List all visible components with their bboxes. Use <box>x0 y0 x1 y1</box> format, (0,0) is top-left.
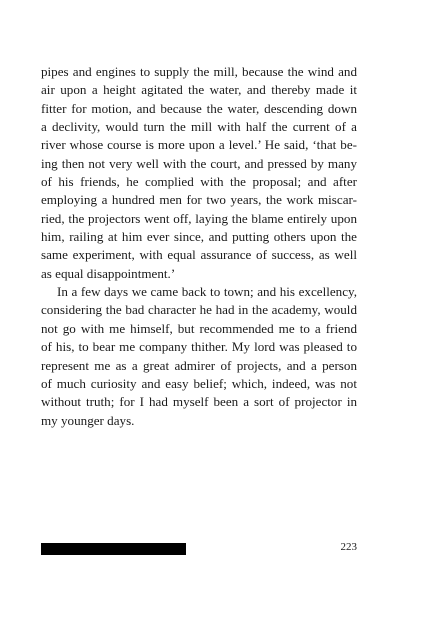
body-text <box>41 63 357 430</box>
text-line: ing then not very well with the court, and pressed by many <box>41 155 357 171</box>
text-line: fitter for motion, and because the water, descending down <box>41 100 357 116</box>
text-line: without truth; for I had myself been a sort of projector in <box>41 394 357 410</box>
text-line: not go with me himself, but recommended me to a friend <box>41 320 357 336</box>
text-line: pipes and engines to supply the mill, because the wind and <box>41 64 357 79</box>
text-line: In a few days we came back to town; and his excellency, <box>57 284 357 300</box>
text-line: him, railing at him ever since, and putting others upon the <box>41 229 357 245</box>
text-line: a declivity, would turn the mill with half the current of a <box>41 119 357 135</box>
text-line: air upon a height agitated the water, and thereby made it <box>41 82 357 98</box>
redaction-bar <box>41 543 186 555</box>
page-number: 223 <box>340 541 357 553</box>
text-line: of much curiosity and easy belief; which, indeed, was not <box>41 375 357 391</box>
text-line: employing a hundred men for two years, the work miscar- <box>41 192 357 208</box>
text-line: my younger days. <box>41 412 135 428</box>
text-line: same experiment, with equal assurance of success, as well <box>41 247 357 263</box>
text-line: as equal disappointment.’ <box>41 265 176 281</box>
text-line: considering the bad character he had in the academy, would <box>41 302 357 318</box>
text-line: river whose course is more upon a level.’ He said, ‘that be- <box>41 137 357 153</box>
text-line: ried, the projectors went off, laying the blame entirely upon <box>41 210 357 226</box>
text-line: of his, to bear me company thither. My lord was pleased to <box>41 339 357 355</box>
text-line: represent me as a great admirer of projects, and a person <box>41 357 357 373</box>
text-line: of his friends, he complied with the proposal; and after <box>41 174 357 190</box>
